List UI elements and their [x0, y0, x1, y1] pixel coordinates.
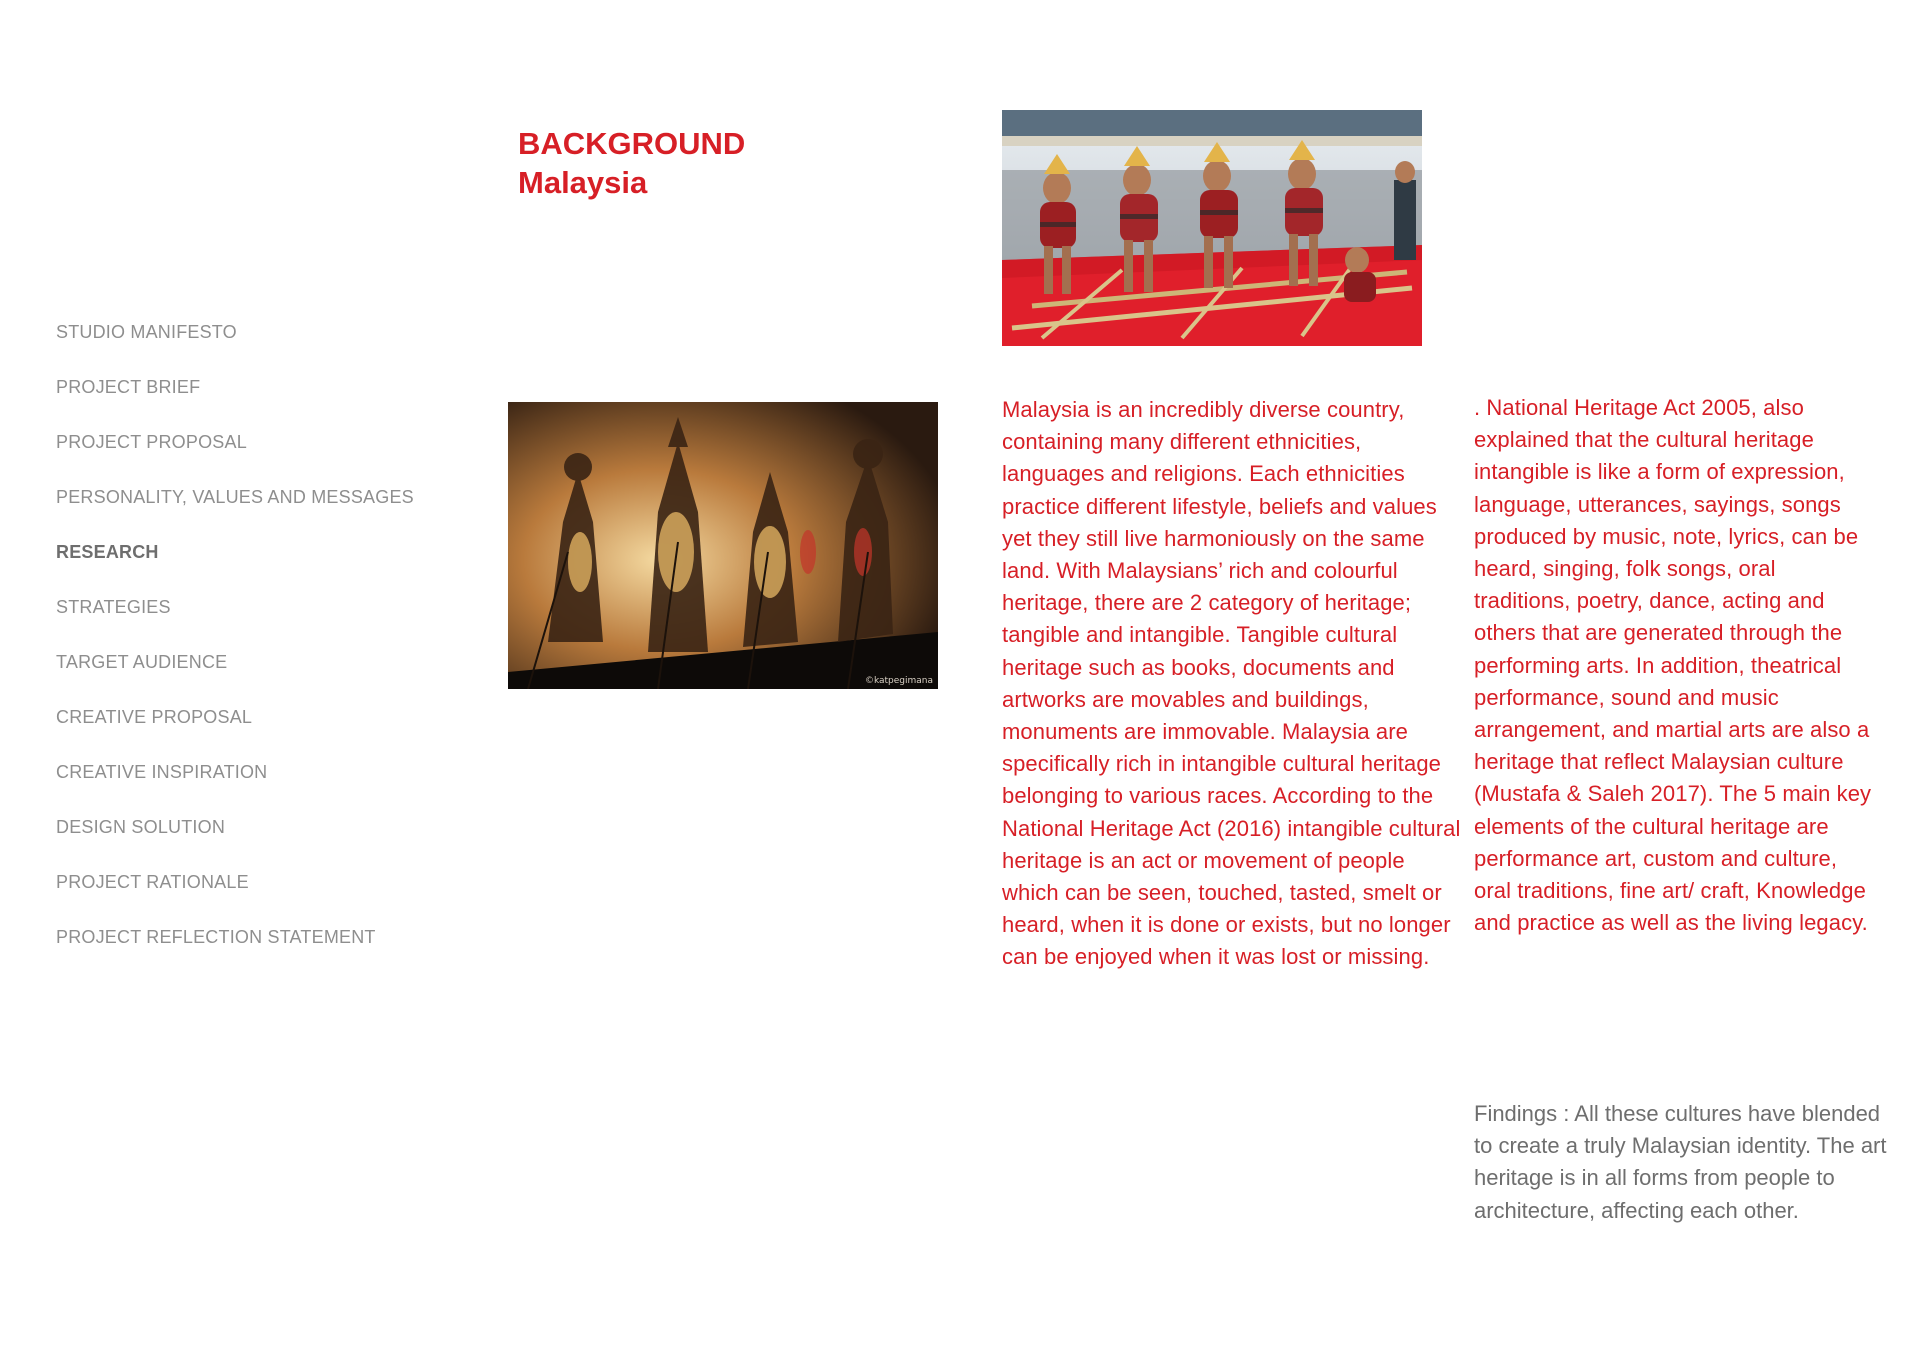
nav-item-studio-manifesto[interactable]: STUDIO MANIFESTO [56, 322, 237, 342]
nav-item-strategies[interactable]: STRATEGIES [56, 597, 171, 617]
body-paragraph-2: . National Heritage Act 2005, also explained that the cultural heritage intangible is like a form of expression, language, utterances, sayings, songs produced by music, note, lyrics, can be heard, singing, folk songs, oral traditions, poetry, dance, acting and others that are generated through the performing arts. In addition, theatrical performance, sound and music arrangement, and martial arts are also a heritage that reflect Malaysian culture (Mustafa & Saleh 2017). The 5 main key elements of the cultural heritage are performance art, custom and culture, oral traditions, fine art/ craft, Knowledge and practice as well as the living legacy. [1474, 395, 1872, 936]
findings-text: Findings : All these cultures have blended to create a truly Malaysian identity. The art heritage is in all forms from people to architecture, affecting each other. [1474, 1101, 1887, 1223]
page-title: BACKGROUND [518, 126, 746, 161]
bamboo-dance-photo [1002, 110, 1422, 346]
nav-item-research[interactable]: RESEARCH [56, 542, 159, 562]
shadow-puppet-photo [508, 402, 938, 689]
nav-item-project-rationale[interactable]: PROJECT RATIONALE [56, 872, 249, 892]
page-subtitle: Malaysia [518, 165, 648, 200]
nav-item-target-audience[interactable]: TARGET AUDIENCE [56, 652, 228, 672]
nav-item-project-reflection-statement[interactable]: PROJECT REFLECTION STATEMENT [56, 927, 376, 947]
nav-item-project-proposal[interactable]: PROJECT PROPOSAL [56, 432, 247, 452]
page-heading [518, 124, 745, 202]
nav-item-creative-inspiration[interactable]: CREATIVE INSPIRATION [56, 762, 268, 782]
nav-item-personality-values-messages[interactable]: PERSONALITY, VALUES AND MESSAGES [56, 487, 414, 507]
body-paragraph-1: Malaysia is an incredibly diverse country, containing many different ethnicities, languages and religions. Each ethnicities practice different lifestyle, beliefs and values yet they still live harmoniously on the same land. With Malaysians’ rich and colourful heritage, there are 2 category of heritage; tangible and intangible. Tangible cultural heritage such as books, documents and artworks are movables and buildings, monuments are immovable. Malaysia are specifically rich in intangible cultural heritage belonging to various races. According to the National Heritage Act (2016) intangible cultural heritage is an act or movement of people which can be seen, touched, tasted, smelt or heard, when it is done or exists, but no longer can be enjoyed when it was lost or missing. [1002, 397, 1461, 970]
photo-watermark: ©katpegimana [864, 676, 933, 686]
nav-item-design-solution[interactable]: DESIGN SOLUTION [56, 817, 226, 837]
nav-item-project-brief[interactable]: PROJECT BRIEF [56, 377, 201, 397]
side-navigation [56, 322, 414, 982]
nav-item-creative-proposal[interactable]: CREATIVE PROPOSAL [56, 707, 253, 727]
